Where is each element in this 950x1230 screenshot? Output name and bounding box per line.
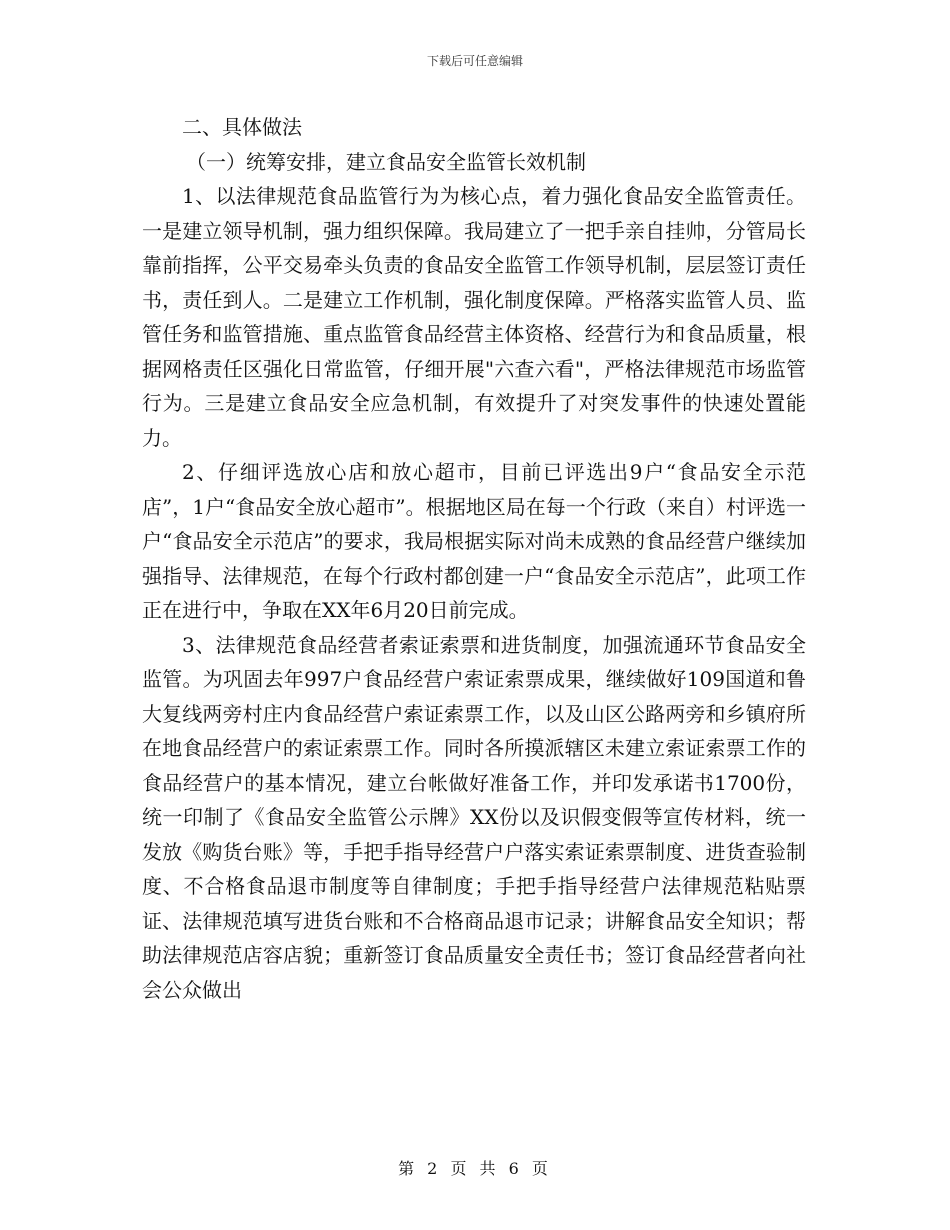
paragraph-2: 2、仔细评选放心店和放心超市，目前已评选出9户“食品安全示范店”，1户“食品安全放心超市”。根据地区局在每一个行政（来自）村评选一户“食品安全示范店”的要求，我局根据实际对尚未成熟的食品经营户继续加强指导、法律规范，在每个行政村都创建一户“食品安全示范店”，此项工作正在进行中，争取在XX年6月20日前完成。 [142, 460, 806, 622]
subsection-title: （一）统筹安排，建立食品安全监管长效机制 [186, 149, 586, 174]
section-title: 二、具体做法 [182, 115, 302, 139]
page-header-note: 下载后可任意编辑 [426, 54, 523, 68]
document-body [142, 110, 806, 1007]
paragraph-3: 3、法律规范食品经营者索证索票和进货制度，加强流通环节食品安全监管。为巩固去年997户食品经营户索证索票成果，继续做好109国道和鲁大复线两旁村庄内食品经营户索证索票工作，以及山区公路两旁和乡镇府所在地食品经营户的索证索票工作。同时各所摸派辖区未建立索证索票工作的食品经营户的基本情况，建立台帐做好准备工作，并印发承诺书1700份，统一印制了《食品安全监管公示牌》XX份以及识假变假等宣传材料，统一发放《购货台账》等，手把手指导经营户户落实索证索票制度、进货查验制度、不合格食品退市制度等自律制度；手把手指导经营户法律规范粘贴票证、法律规范填写进货台账和不合格商品退市记录；讲解食品安全知识；帮助法律规范店容店貌；重新签订食品质量安全责任书；签订食品经营者向社会公众做出 [142, 632, 806, 1002]
page-footer-number: 第 2 页 共 6 页 [398, 1159, 552, 1178]
paragraph-1: 1、以法律规范食品监管行为为核心点，着力强化食品安全监管责任。一是建立领导机制，强力组织保障。我局建立了一把手亲自挂帅，分管局长靠前指挥，公平交易牵头负责的食品安全监管工作领导机制，层层签订责任书，责任到人。二是建立工作机制，强化制度保障。严格落实监管人员、监管任务和监管措施、重点监管食品经营主体资格、经营行为和食品质量，根据网格责任区强化日常监管，仔细开展"六查六看"，严格法律规范市场监管行为。三是建立食品安全应急机制，有效提升了对突发事件的快速处置能力。 [142, 184, 806, 450]
